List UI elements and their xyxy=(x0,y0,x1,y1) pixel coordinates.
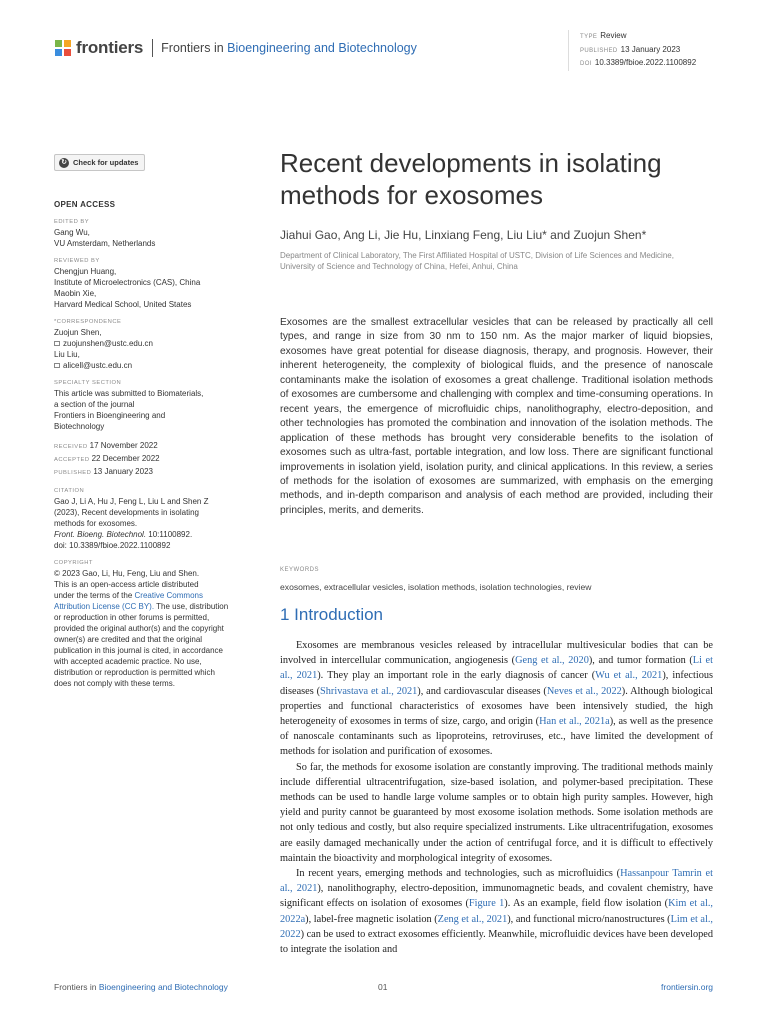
paragraph-3: In recent years, emerging methods and technologies, such as microfluidics (Hassanpour Tamrin et al., 2021), nanolithography, electro-deposition, immunomagnetic beads, and covalent chemistry, have significant effects on isolation of exosomes (Figure 1). As an example, field flow isolation (Kim et al., 2022a), label-free magnetic isolation (Zeng et al., 2021), and functional micro/nanostructures (Lim et al., 2022) can be used to extract exosomes efficiently. Meanwhile, microfluidic devices have been developed to integrate the isolation and xyxy=(280,868,714,956)
citation-link[interactable]: Geng et al., 2020 xyxy=(515,655,589,667)
open-access-label: OPEN ACCESS xyxy=(54,200,116,209)
email-link-1[interactable]: zuojunshen@ustc.edu.cn xyxy=(54,338,234,349)
figure-1-link[interactable]: Figure 1 xyxy=(468,898,505,910)
sidebar xyxy=(54,154,234,689)
citation-link[interactable]: Shrivastava et al., 2021 xyxy=(320,685,418,697)
citation-section: CITATION Gao J, Li A, Hu J, Feng L, Liu L and Shen Z (2023), Recent developments in isolating methods for exosomes. Front. Bioeng. Biotechnol. 10:1100892. doi: 10.3389/fbioe.2022.1100892 xyxy=(54,487,234,551)
frontiers-logo-icon xyxy=(54,39,72,57)
article-meta xyxy=(568,30,696,71)
citation-link[interactable]: Zeng et al., 2021 xyxy=(437,913,508,925)
section-heading-introduction: 1 Introduction xyxy=(280,605,384,624)
frontiers-logo[interactable] xyxy=(54,38,417,58)
introduction-body xyxy=(280,638,713,957)
footer-journal[interactable]: Frontiers in Bioengineering and Biotechnology xyxy=(54,982,228,992)
footer-site-link[interactable]: frontiersin.org xyxy=(661,982,713,992)
journal-prefix: Frontiers in xyxy=(161,41,228,55)
citation-link[interactable]: Neves et al., 2022 xyxy=(546,685,622,697)
paragraph-1: Exosomes are membranous vesicles released by intracellular multivesicular bodies that can be involved in intercellular communication, angiogenesis (Geng et al., 2020), and tumor formation (Li et al., 2021). They play an important role in the early diagnosis of cancer (Wu et al., 2021), infectious diseases (Shrivastava et al., 2021), and cardiovascular diseases (Neves et al., 2022). Although biological properties and functional characteristics of exosomes have been intensively studied, the high heterogeneity of exosomes in terms of size, cargo, and origin (Han et al., 2021a), as well as the presence of nanoscale contaminants such as lipoproteins, retroviruses, etc., have limited the development of methods for isolation and purification of exosomes. xyxy=(280,640,714,758)
email-link-2[interactable]: alicell@ustc.edu.cn xyxy=(54,360,234,371)
copyright-section: COPYRIGHT © 2023 Gao, Li, Hu, Feng, Liu and Shen. This is an open-access article distributed under the terms of the Creative Commons Attribution License (CC BY). The use, distribution or reproduction in other forums is permitted, provided the original author(s) and the copyright owner(s) are credited and that the original publication in this journal is cited, in accordance with accepted academic practice. No use, distribution or reproduction is permitted which does not comply with these terms. xyxy=(54,560,229,688)
dates-section: RECEIVED 17 November 2022 ACCEPTED 22 December 2022 PUBLISHED 13 January 2023 xyxy=(54,441,160,476)
article-authors: Jiahui Gao, Ang Li, Jie Hu, Linxiang Feng, Liu Liu* and Zuojun Shen* xyxy=(280,228,647,242)
edited-by-section: EDITED BY Gang Wu, VU Amsterdam, Netherlands xyxy=(54,219,156,248)
citation-link[interactable]: Lim et al., 2022 xyxy=(280,913,713,940)
citation-link[interactable]: Hassanpour Tamrin et al., 2021 xyxy=(280,868,713,895)
page-number: 01 xyxy=(378,982,388,992)
logo-divider xyxy=(152,39,153,57)
keywords: exosomes, extracellular vesicles, isolation methods, isolation technologies, review xyxy=(280,582,592,592)
cc-by-license-link[interactable]: Creative Commons Attribution License (CC BY). xyxy=(54,591,203,611)
author-affiliation: Department of Clinical Laboratory, The First Affiliated Hospital of USTC, Division of Life Sciences and Medicine, University of Science and Technology of China, Hefei, Anhui, China xyxy=(280,251,674,271)
check-updates-icon: ↻ xyxy=(59,158,69,168)
meta-published: PUBLISHED 13 January 2023 xyxy=(580,44,681,54)
correspondence-section: *CORRESPONDENCE Zuojun Shen, zuojunshen@ustc.edu.cn Liu Liu, alicell@ustc.edu.cn xyxy=(54,318,234,371)
citation-link[interactable]: Kim et al., 2022a xyxy=(280,898,714,925)
mail-icon xyxy=(54,363,60,368)
logo-text: frontiers xyxy=(76,38,144,57)
journal-name: Bioengineering and Biotechnology xyxy=(227,41,417,55)
citation-link[interactable]: Han et al., 2021a xyxy=(539,716,610,728)
paragraph-2: So far, the methods for exosome isolation are constantly improving. The traditional methods mainly include differential ultracentrifugation, size-based isolation, and polymer-based precipitation. These methods can be used to handle large volume samples or to obtain high purity samples. However, high yield and purity cannot be guaranteed by most exosome isolation methods. Some isolation methods are not only tedious and costly, but also require specialized instruments. Like ultracentrifugation, exosomes are easily damaged mechanically under the action of centrifugal force, and it is difficult to effectively maintain the bioactivity and morphological integrity of exosomes. xyxy=(280,761,713,864)
journal-title[interactable] xyxy=(161,41,417,55)
meta-type: TYPE Review xyxy=(580,31,627,40)
check-for-updates-button[interactable]: ↻ Check for updates xyxy=(54,154,145,171)
citation-link[interactable]: Wu et al., 2021 xyxy=(595,670,663,682)
keywords-heading: KEYWORDS xyxy=(280,567,320,573)
specialty-section: SPECIALTY SECTION This article was submitted to Biomaterials, a section of the journal Frontiers in Bioengineering and Biotechnology xyxy=(54,380,204,431)
article-title: Recent developments in isolating methods for exosomes xyxy=(280,148,662,210)
mail-icon xyxy=(54,341,60,346)
citation-link[interactable]: Li et al., 2021 xyxy=(280,655,713,682)
abstract: Exosomes are the smallest extracellular vesicles that can be released by practically all cell types, and range in size from 30 nm to 150 nm. As the major marker of liquid biopsies, exosomes have great potential for disease diagnosis, therapy, and prognosis. However, their inherent heterogeneity, the complexity of biological fluids, and the presence of nanoscale contaminants make the isolation of exosomes a great challenge. Traditional isolation methods of exosomes are cumbersome and challenging with complex and time-consuming operations. In recent years, the emergence of microfluidic chips, nanolithography, electro-deposition, and other technologies has promoted the combination and innovation of the isolation methods. The application of these methods has brought very considerable benefits to the isolation of exosomes such as ultra-fast, portable integration, and low loss. There are significant functional improvements in isolation yield, isolation purity, and clinical applications. In this review, a series of methods for the isolation of exosomes are summarized, with emphasis on the emerging methods, and in-depth comparison and analysis of each method are provided, including their principles, merits, and demerits. xyxy=(280,317,713,516)
meta-doi: DOI 10.3389/fbioe.2022.1100892 xyxy=(580,58,697,67)
reviewed-by-section: REVIEWED BY Chengjun Huang, Institute of Microelectronics (CAS), China Maobin Xie, Harvard Medical School, United States xyxy=(54,258,201,309)
citation-doi[interactable]: doi: 10.3389/fbioe.2022.1100892 xyxy=(54,541,171,550)
